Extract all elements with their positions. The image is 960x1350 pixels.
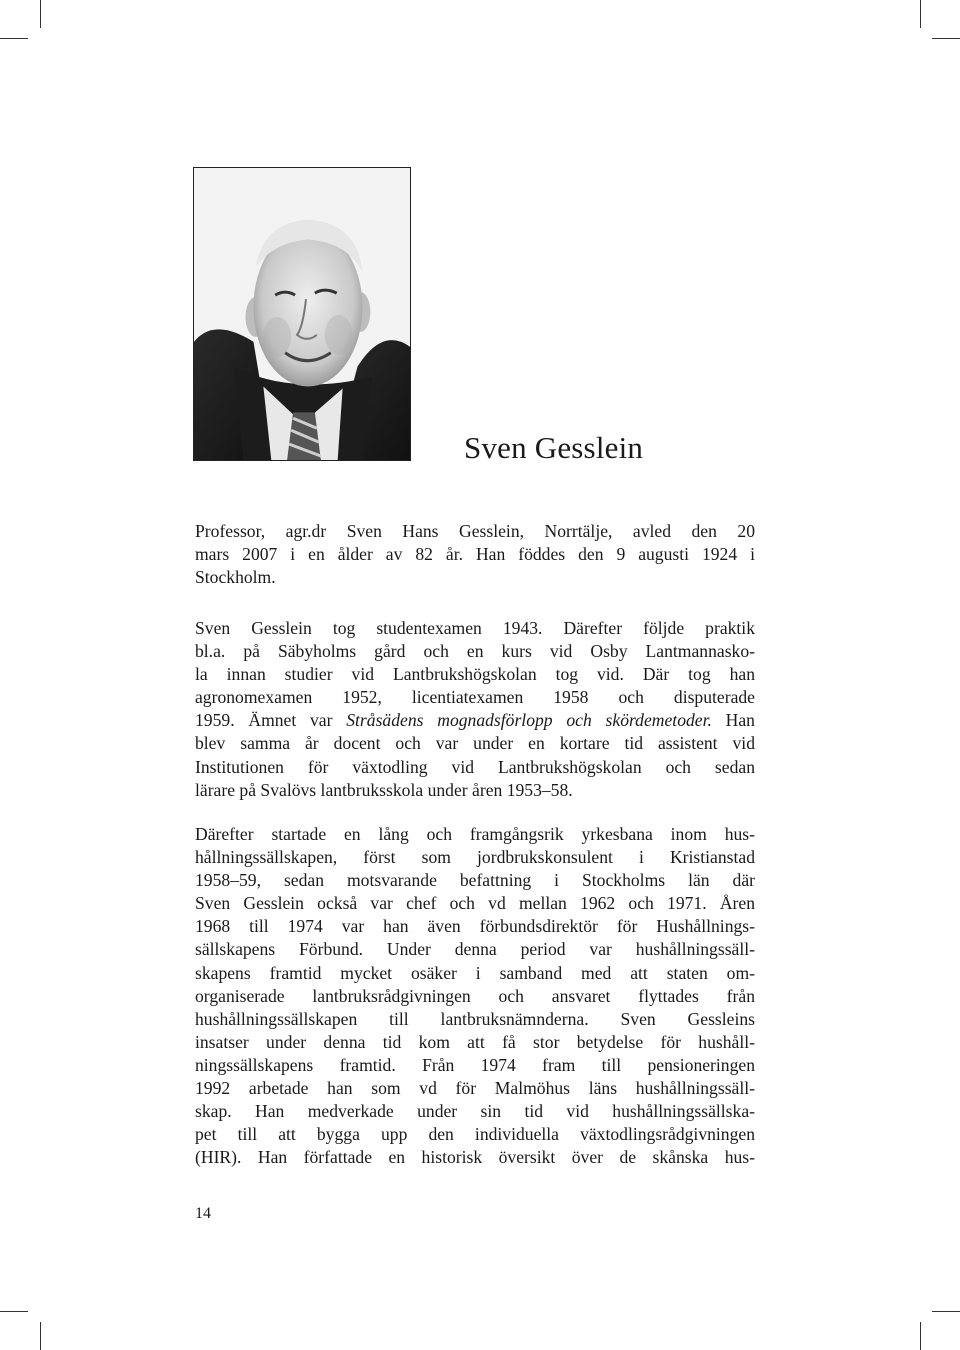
text-line: skap. Han medverkade under sin tid vid hushållningssällska-: [195, 1101, 755, 1122]
crop-mark-bottom-left-vertical: [40, 1322, 41, 1350]
text-line-thesis: [195, 709, 755, 732]
paragraph-education: [195, 617, 755, 802]
crop-mark-bottom-right-horizontal: [932, 1311, 960, 1312]
text-line: Professor, agr.dr Sven Hans Gesslein, Norrtälje, avled den 20: [195, 521, 755, 541]
thesis-title: Stråsädens mognadsförlopp och skördemetoder.: [346, 710, 712, 731]
crop-mark-bottom-right-vertical: [920, 1322, 921, 1350]
page-number: 14: [195, 1205, 211, 1222]
text-line: Sven Gesslein tog studentexamen 1943. Därefter följde praktik: [195, 618, 755, 638]
crop-mark-bottom-left-horizontal: [0, 1311, 28, 1312]
text-line: organiserade lantbruksrådgivningen och ansvaret flyttades från: [195, 985, 755, 1006]
crop-mark-top-left-horizontal: [0, 38, 28, 39]
text-line: lärare på Svalövs lantbruksskola under åren 1953–58.: [195, 779, 573, 800]
text-line: 1968 till 1974 var han även förbundsdirektör för Hushållnings-: [195, 916, 755, 937]
paragraph-career: [195, 823, 755, 1169]
text-line: Därefter startade en lång och framgångsrik yrkesbana inom hus-: [195, 824, 755, 844]
portrait-photo: [193, 167, 411, 461]
text-line: blev samma år docent och var under en kortare tid assistent vid: [195, 733, 755, 754]
text-line: Sven Gesslein också var chef och vd mellan 1962 och 1971. Åren: [195, 893, 755, 914]
portrait-photo-icon: [194, 168, 410, 460]
text-line: 1992 arbetade han som vd för Malmöhus läns hushållningssäll-: [195, 1078, 755, 1099]
paragraph-intro: [195, 520, 755, 589]
text-line: Stockholm.: [195, 567, 276, 588]
text-line: sällskapens Förbund. Under denna period var hushållningssäll-: [195, 939, 755, 960]
thesis-trailing-text: Han: [711, 710, 755, 731]
page-title: Sven Gesslein: [464, 430, 644, 465]
text-line: hushållningssällskapen till lantbruksnämnderna. Sven Gessleins: [195, 1008, 755, 1029]
crop-mark-top-right-horizontal: [932, 38, 960, 39]
text-line: pet till att bygga upp den individuella växtodlingsrådgivningen: [195, 1124, 755, 1145]
text-line: (HIR). Han författade en historisk översikt över de skånska hus-: [195, 1147, 755, 1168]
text-line: hållningssällskapen, först som jordbrukskonsulent i Kristianstad: [195, 847, 755, 868]
text-line: la innan studier vid Lantbrukshögskolan tog vid. Där tog han: [195, 664, 755, 685]
text-line: 1958–59, sedan motsvarande befattning i Stockholms län där: [195, 870, 755, 891]
text-line: agronomexamen 1952, licentiatexamen 1958 och disputerade: [195, 687, 755, 708]
text-line: insatser under denna tid kom att få stor betydelse för hushåll-: [195, 1031, 755, 1052]
crop-mark-top-right-vertical: [920, 0, 921, 28]
text-line: bl.a. på Säbyholms gård och en kurs vid Osby Lantmannasko-: [195, 641, 755, 662]
text-line: skapens framtid mycket osäker i samband med att staten om-: [195, 962, 755, 983]
text-line: ningssällskapens framtid. Från 1974 fram till pensioneringen: [195, 1054, 755, 1075]
crop-mark-top-left-vertical: [40, 0, 41, 28]
text-line: mars 2007 i en ålder av 82 år. Han föddes den 9 augusti 1924 i: [195, 544, 755, 565]
thesis-intro-text: 1959. Ämnet var: [195, 710, 347, 731]
text-line: Institutionen för växtodling vid Lantbrukshögskolan och sedan: [195, 756, 755, 777]
